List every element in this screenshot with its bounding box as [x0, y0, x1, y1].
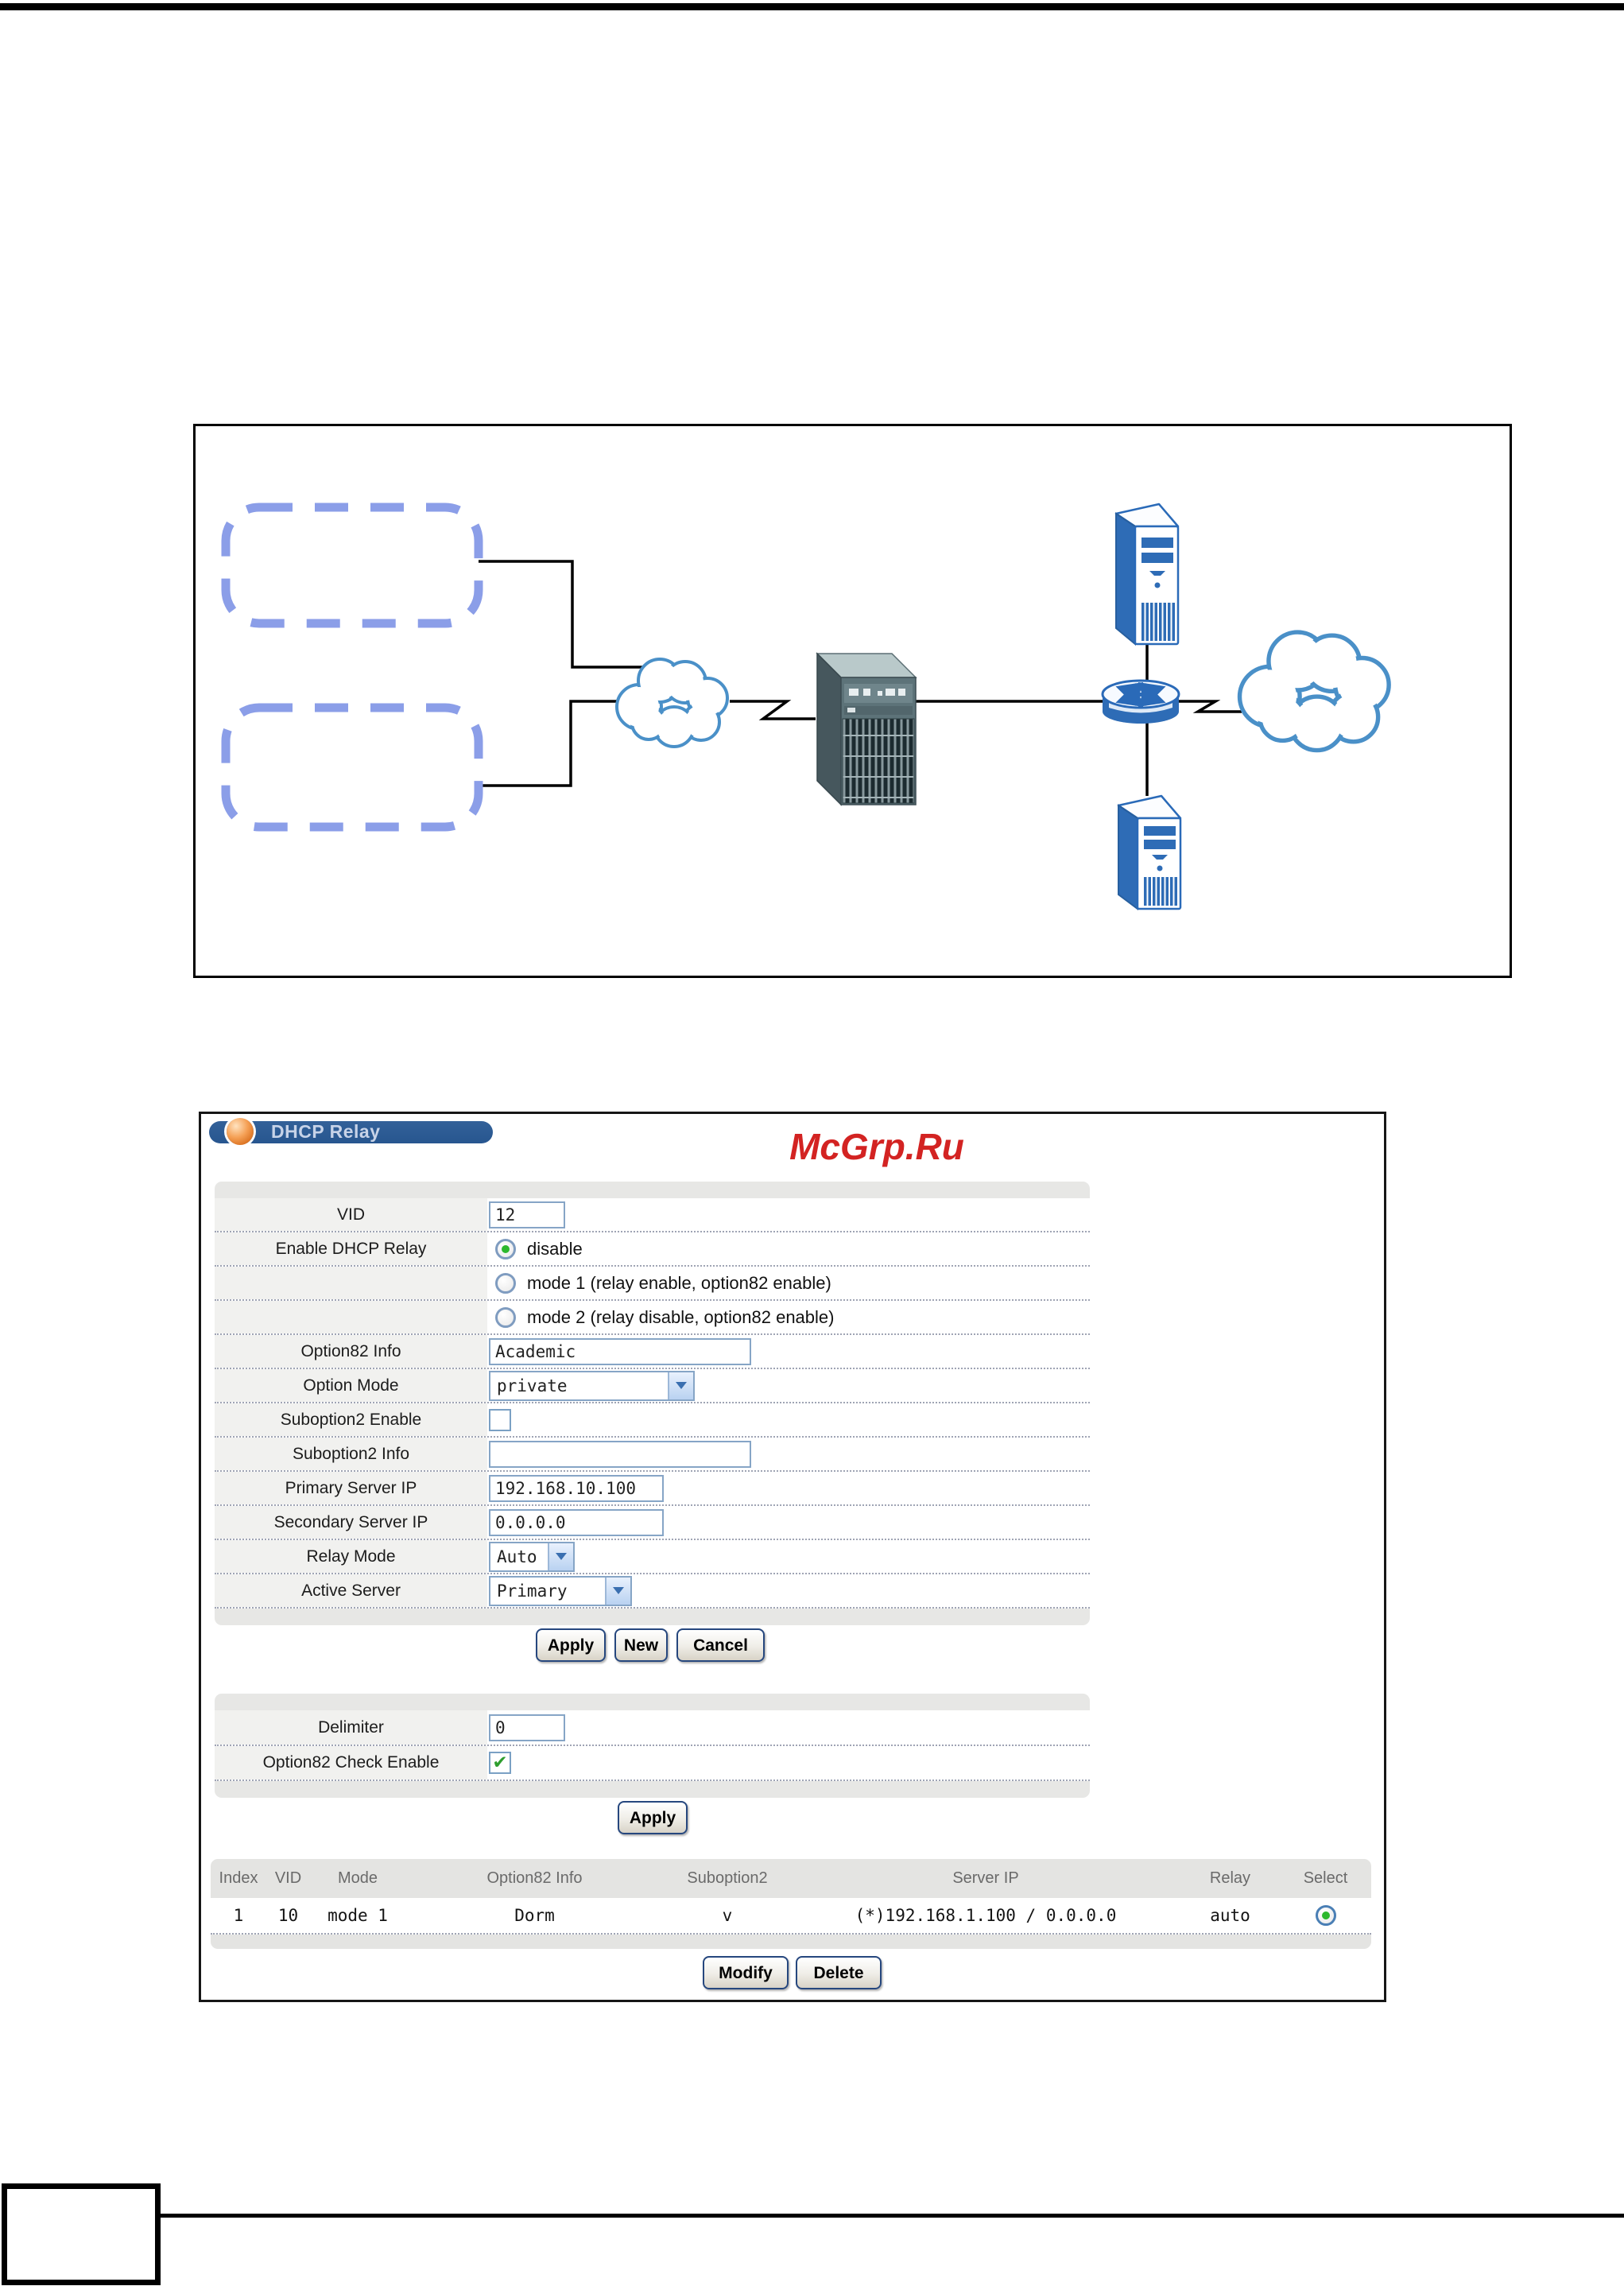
switch-icon	[817, 654, 916, 805]
option-mode-select[interactable]	[489, 1371, 695, 1401]
active-server-value: Primary	[497, 1581, 568, 1601]
secondary-server-ip-label: Secondary Server IP	[215, 1506, 487, 1539]
cell-option82-info: Dorm	[514, 1906, 555, 1925]
form-row-primary-server-ip	[215, 1472, 1090, 1506]
new-button[interactable]: New	[614, 1628, 668, 1662]
relay-mode2-radio-label: mode 2 (relay disable, option82 enable)	[527, 1306, 835, 1327]
form-row-enable-dhcp-relay	[215, 1232, 1090, 1267]
orange-ball-icon	[227, 1118, 254, 1145]
chevron-down-icon[interactable]	[668, 1372, 693, 1399]
dashed-group-1-box	[226, 507, 479, 623]
relay-mode-label: Relay Mode	[215, 1540, 487, 1573]
secondary-server-ip-input[interactable]	[489, 1509, 664, 1536]
primary-server-ip-input[interactable]	[489, 1475, 664, 1502]
page-number-box	[2, 2183, 161, 2285]
relay-mode-value: Auto	[497, 1547, 537, 1566]
col-suboption2: Suboption2	[687, 1869, 768, 1887]
option-mode-value: private	[497, 1376, 568, 1395]
col-server-ip: Server IP	[952, 1869, 1019, 1887]
form-top-band	[215, 1694, 1090, 1710]
form-row-secondary-server-ip	[215, 1506, 1090, 1540]
wan-cloud-icon	[1240, 632, 1390, 751]
form-row-mode1	[215, 1267, 1090, 1301]
page-title: DHCP Relay	[271, 1121, 381, 1142]
cell-relay: auto	[1210, 1906, 1250, 1925]
zigzag-link-router-cloud	[1179, 701, 1242, 712]
option82-check-enable-label: Option82 Check Enable	[215, 1746, 487, 1780]
suboption2-info-input[interactable]	[489, 1441, 751, 1468]
col-vid: VID	[274, 1869, 302, 1887]
cell-suboption2: v	[722, 1906, 733, 1925]
apply-button[interactable]: Apply	[536, 1628, 606, 1662]
col-relay: Relay	[1209, 1869, 1251, 1887]
form-row-active-server	[215, 1574, 1090, 1609]
cell-mode: mode 1	[328, 1906, 388, 1925]
cell-index: 1	[233, 1906, 244, 1925]
delete-button[interactable]: Delete	[796, 1956, 882, 1989]
relay-mode-select[interactable]	[489, 1542, 575, 1572]
form-top-band	[215, 1182, 1090, 1198]
dhcp-relay-table	[211, 1859, 1371, 1949]
blank-label	[215, 1267, 487, 1299]
cell-vid: 10	[277, 1906, 299, 1925]
col-select: Select	[1303, 1869, 1348, 1887]
chevron-down-icon[interactable]	[605, 1578, 630, 1605]
server-bottom-icon	[1118, 796, 1180, 909]
footer-rule	[161, 2214, 1624, 2218]
delimiter-input[interactable]	[489, 1714, 565, 1741]
panel-title-bar	[209, 1121, 493, 1143]
zigzag-link-cloud-switch	[730, 701, 816, 719]
table-bottom-band	[211, 1935, 1371, 1949]
table-header-row	[211, 1859, 1371, 1898]
option82-check-enable-checkbox[interactable]	[489, 1752, 511, 1774]
suboption2-info-label: Suboption2 Info	[215, 1438, 487, 1470]
form-row-option82-info	[215, 1335, 1090, 1369]
col-mode: Mode	[337, 1869, 378, 1887]
form-row-relay-mode	[215, 1540, 1090, 1574]
active-server-select[interactable]	[489, 1576, 632, 1606]
blank-label	[215, 1301, 487, 1333]
active-server-label: Active Server	[215, 1574, 487, 1607]
enable-dhcp-relay-label: Enable DHCP Relay	[215, 1232, 487, 1265]
relay-disable-radio-label: disable	[527, 1238, 583, 1259]
vid-input[interactable]	[489, 1201, 565, 1228]
cancel-button[interactable]: Cancel	[676, 1628, 765, 1662]
col-option82-info: Option82 Info	[486, 1869, 583, 1887]
primary-server-ip-label: Primary Server IP	[215, 1472, 487, 1504]
relay-mode1-radio-label: mode 1 (relay enable, option82 enable)	[527, 1272, 831, 1293]
network-diagram-figure	[193, 424, 1512, 978]
chevron-down-icon[interactable]	[548, 1543, 573, 1570]
form-row-option-mode	[215, 1369, 1090, 1403]
form-row-delimiter	[215, 1710, 1090, 1746]
col-index: Index	[219, 1869, 258, 1887]
option82-info-input[interactable]	[489, 1338, 751, 1365]
form-bottom-band	[215, 1781, 1090, 1798]
apply-button-2[interactable]: Apply	[618, 1801, 688, 1834]
form-row-suboption2-enable	[215, 1403, 1090, 1438]
network-diagram	[196, 426, 1510, 976]
vid-label: VID	[215, 1198, 487, 1231]
form-row-suboption2-info	[215, 1438, 1090, 1472]
watermark-text: McGrp.Ru	[789, 1126, 964, 1167]
table-row	[211, 1898, 1371, 1935]
cell-server-ip: (*)192.168.1.100 / 0.0.0.0	[855, 1906, 1117, 1925]
server-top-icon	[1116, 504, 1178, 644]
page-top-rule	[0, 3, 1624, 10]
dhcp-relay-form	[215, 1182, 1090, 1625]
delimiter-label: Delimiter	[215, 1710, 487, 1745]
router-icon	[1103, 681, 1179, 724]
form-bottom-band	[215, 1609, 1090, 1625]
dhcp-relay-screenshot-panel	[199, 1112, 1386, 2002]
access-cloud-icon	[617, 659, 727, 747]
modify-button[interactable]: Modify	[703, 1956, 789, 1989]
relay-mode1-radio[interactable]	[495, 1273, 516, 1294]
form-row-mode2	[215, 1301, 1090, 1335]
form-row-option82-check-enable	[215, 1746, 1090, 1781]
option82-check-form	[215, 1694, 1090, 1798]
suboption2-enable-label: Suboption2 Enable	[215, 1403, 487, 1436]
relay-mode2-radio[interactable]	[495, 1307, 516, 1328]
option-mode-label: Option Mode	[215, 1369, 487, 1402]
suboption2-enable-checkbox[interactable]	[489, 1409, 511, 1431]
form-row-vid	[215, 1198, 1090, 1232]
relay-disable-radio[interactable]	[495, 1239, 516, 1259]
row-select-radio[interactable]	[1316, 1905, 1336, 1926]
dashed-group-2-box	[226, 708, 479, 827]
option82-info-label: Option82 Info	[215, 1335, 487, 1368]
